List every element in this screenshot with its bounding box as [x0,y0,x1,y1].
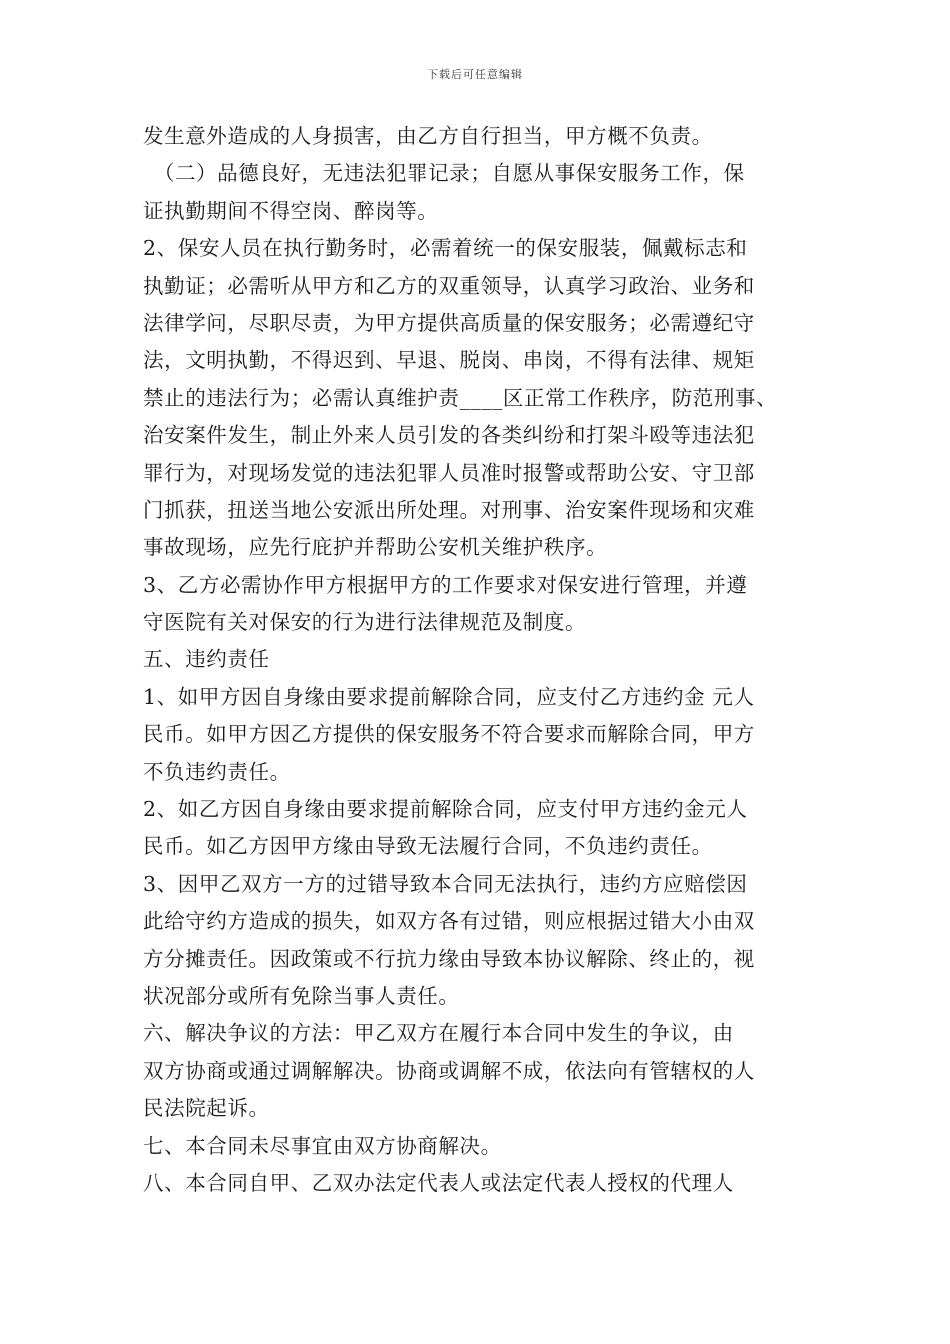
section-heading: 五、违约责任 [143,647,270,672]
text-line: 2、保安人员在执行勤务时，必需着统一的保安服装，佩戴标志和 [143,236,748,261]
text-line: 八、本合同自甲、乙双办法定代表人或法定代表人授权的代理人 [143,1170,734,1195]
text-line: 2、如乙方因自身缘由要求提前解除合同，应支付甲方违约金元人 [143,797,748,822]
text-line: 法，文明执勤，不得迟到、早退、脱岗、串岗，不得有法律、规矩 [143,348,755,373]
text-line: 不负违约责任。 [143,759,291,784]
text-line: 3、因甲乙双方一方的过错导致本合同无法执行，违约方应赔偿因 [143,871,748,896]
text-line: 执勤证；必需听从甲方和乙方的双重领导，认真学习政治、业务和 [143,273,755,298]
text-line: 民法院起诉。 [143,1096,270,1121]
text-line: 证执勤期间不得空岗、醉岗等。 [143,198,439,223]
text-line: 发生意外造成的人身损害，由乙方自行担当，甲方概不负责。 [143,124,713,148]
text-line: 六、解决争议的方法：甲乙双方在履行本合同中发生的争议，由 [143,1021,734,1046]
text-line: 法律学问，尽职尽责，为甲方提供高质量的保安服务；必需遵纪守 [143,310,755,335]
text-line: 门抓获，扭送当地公安派出所处理。对刑事、治安案件现场和灾难 [143,497,755,522]
text-line: 1、如甲方因自身缘由要求提前解除合同，应支付乙方违约金 元人 [143,684,755,709]
text-line: 双方协商或通过调解解决。协商或调解不成，依法向有管辖权的人 [143,1058,755,1083]
document-body [143,118,823,1202]
text-line: 事故现场，应先行庇护并帮助公安机关维护秩序。 [143,535,608,560]
text-line: 方分摊责任。因政策或不行抗力缘由导致本协议解除、终止的，视 [143,946,755,971]
text-line: 民币。如乙方因甲方缘由导致无法履行合同，不负违约责任。 [143,834,713,859]
text-line: 民币。如甲方因乙方提供的保安服务不符合要求而解除合同，甲方 [143,722,755,747]
text-line: 此给守约方造成的损失，如双方各有过错，则应根据过错大小由双 [143,909,755,934]
text-line: 罪行为，对现场发觉的违法犯罪人员准时报警或帮助公安、守卫部 [143,460,755,485]
text-line: 守医院有关对保安的行为进行法律规范及制度。 [143,610,587,635]
text-line: 3、乙方必需协作甲方根据甲方的工作要求对保安进行管理，并遵 [143,572,748,597]
text-line: （二）品德良好，无违法犯罪记录；自愿从事保安服务工作，保 [143,161,745,186]
text-line: 禁止的违法行为；必需认真维护责____区正常工作秩序，防范刑事、 [143,385,778,410]
text-line: 治安案件发生，制止外来人员引发的各类纠纷和打架斗殴等违法犯 [143,423,755,448]
page-header-note: 下载后可任意编辑 [427,68,523,81]
text-line: 七、本合同未尽事宜由双方协商解决。 [143,1133,502,1158]
text-line: 状况部分或所有免除当事人责任。 [143,983,460,1008]
